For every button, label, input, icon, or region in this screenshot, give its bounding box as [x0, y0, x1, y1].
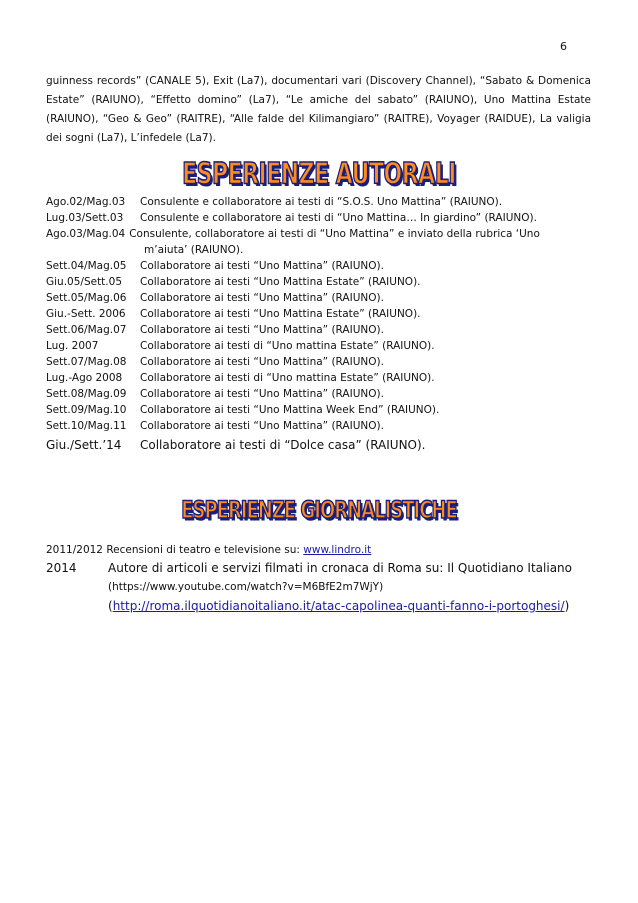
list-item: [46, 386, 606, 402]
item-desc: Collaboratore ai testi “Uno Mattina” (RAIUNO).: [140, 324, 384, 336]
item-desc: Collaboratore ai testi di “Uno mattina Estate” (RAIUNO).: [140, 372, 435, 384]
item-date: Lug.03/Sett.03: [46, 212, 124, 224]
list-item: [46, 596, 606, 616]
list-item: [46, 435, 606, 455]
item-date: Sett.07/Mag.08: [46, 356, 127, 368]
list-item: [46, 258, 606, 274]
item-date: Sett.09/Mag.10: [46, 404, 127, 416]
item-desc: Consulente e collaboratore ai testi di “Uno Mattina… In giardino” (RAIUNO).: [140, 212, 537, 224]
section-title-giornalistiche: ESPERIENZE GIORNALISTICHE: [181, 496, 457, 525]
item-date: Sett.06/Mag.07: [46, 324, 127, 336]
item-desc: Collaboratore ai testi “Uno Mattina Estate” (RAIUNO).: [140, 276, 421, 288]
list-item: [46, 542, 606, 558]
list-item: [46, 210, 606, 226]
list-item: [46, 242, 606, 258]
list-item: [46, 354, 606, 370]
paren-close: ): [564, 599, 570, 613]
item-desc: Collaboratore ai testi “Uno Mattina” (RAIUNO).: [140, 260, 384, 272]
item-desc: Consulente, collaboratore ai testi di “Uno Mattina” e inviato della rubrica ‘Uno: [129, 228, 540, 240]
page-number: 6: [560, 40, 567, 53]
section-title-autorali: ESPERIENZE AUTORALI: [182, 157, 456, 192]
item-desc: Collaboratore ai testi “Uno Mattina Estate” (RAIUNO).: [140, 308, 421, 320]
list-item: [46, 306, 606, 322]
item-date: Giu./Sett.’14: [46, 438, 122, 452]
list-item: [46, 226, 606, 242]
item-desc: Collaboratore ai testi di “Dolce casa” (RAIUNO).: [140, 438, 426, 452]
item-desc: Collaboratore ai testi “Uno Mattina” (RAIUNO).: [140, 420, 384, 432]
list-item: [46, 402, 606, 418]
item-desc: Collaboratore ai testi di “Uno mattina Estate” (RAIUNO).: [140, 340, 435, 352]
list-item: [46, 194, 606, 210]
list-item: [46, 370, 606, 386]
list-item: [46, 338, 606, 354]
item-date: Ago.02/Mag.03: [46, 196, 126, 208]
list-item: [46, 558, 606, 578]
item-desc: Collaboratore ai testi “Uno Mattina” (RAIUNO).: [140, 356, 384, 368]
item-desc: Collaboratore ai testi “Uno Mattina Week End” (RAIUNO).: [140, 404, 440, 416]
item-date: Sett.10/Mag.11: [46, 420, 127, 432]
item-date: Lug.-Ago 2008: [46, 372, 123, 384]
item-date: Sett.05/Mag.06: [46, 292, 127, 304]
autorali-list: [46, 194, 606, 455]
intro-paragraph: guinness records” (CANALE 5), Exit (La7), documentari vari (Discovery Channel), “Sabato & Domenica Estate” (RAIUNO), “Effetto domino” (La7), “Le amiche del sabato” (RAIUNO), Uno Mattina Estate (RAIUNO), “Geo & Geo” (RAITRE), “Alle falde del Kilimangiaro” (RAITRE), Voyager (RAIDUE), La valigia dei sogni (La7), L’infedele (La7).: [46, 75, 591, 144]
youtube-url-text: (https://www.youtube.com/watch?v=M6BfE2m7WjY): [108, 581, 384, 593]
item-date: Giu.05/Sett.05: [46, 276, 123, 288]
item-date: Giu.-Sett. 2006: [46, 308, 126, 320]
giornalistiche-list: [46, 542, 606, 616]
item-date: Ago.03/Mag.04: [46, 228, 126, 240]
item-desc: Collaboratore ai testi “Uno Mattina” (RAIUNO).: [140, 388, 384, 400]
item-desc: Consulente e collaboratore ai testi di “S.O.S. Uno Mattina” (RAIUNO).: [140, 196, 503, 208]
list-item: [46, 322, 606, 338]
item-date: Sett.04/Mag.05: [46, 260, 127, 272]
list-item: [46, 290, 606, 306]
item-desc: 2011/2012 Recensioni di teatro e televisione su:: [46, 544, 304, 556]
item-date: Lug. 2007: [46, 340, 99, 352]
item-date: Sett.08/Mag.09: [46, 388, 127, 400]
item-desc: Autore di articoli e servizi filmati in cronaca di Roma su: Il Quotidiano Italiano: [108, 561, 572, 575]
paren-open: (: [108, 599, 113, 613]
list-item: [46, 418, 606, 434]
lindro-link[interactable]: www.lindro.it: [303, 544, 372, 556]
list-item: [46, 274, 606, 290]
item-desc: Collaboratore ai testi “Uno Mattina” (RAIUNO).: [140, 292, 384, 304]
quotidiano-link[interactable]: http://roma.ilquotidianoitaliano.it/atac-capolinea-quanti-fanno-i-portoghesi/: [112, 599, 565, 613]
item-date: 2014: [46, 561, 77, 575]
item-desc: m’aiuta’ (RAIUNO).: [144, 244, 244, 256]
